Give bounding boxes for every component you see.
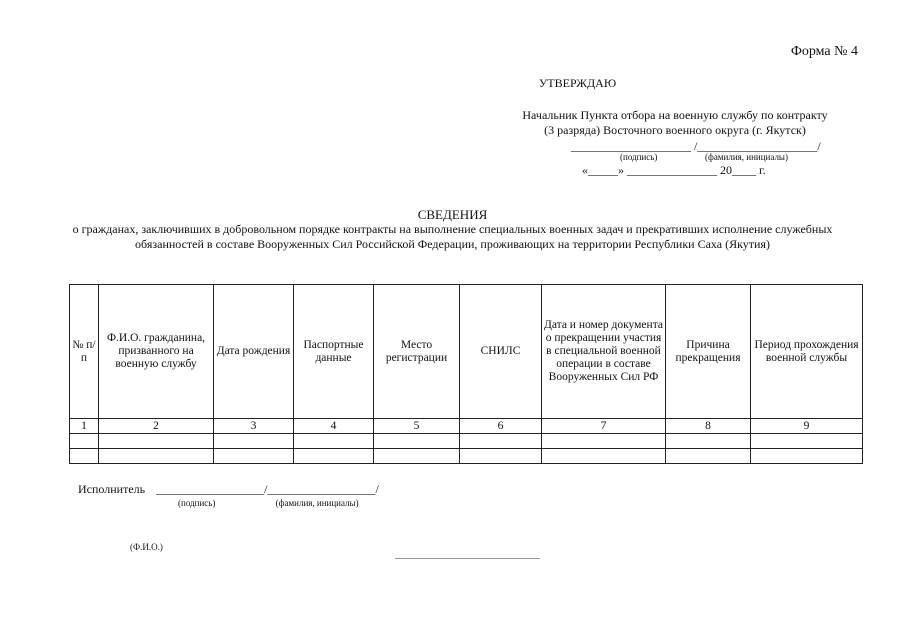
column-number: 2 xyxy=(99,419,214,434)
column-number: 3 xyxy=(214,419,294,434)
bottom-divider xyxy=(395,558,540,559)
header-birth-date: Дата рождения xyxy=(214,285,294,419)
table-cell[interactable] xyxy=(542,449,666,464)
table-header-row xyxy=(70,285,863,419)
form-number: Форма № 4 xyxy=(790,44,858,59)
table-cell[interactable] xyxy=(666,449,751,464)
table-cell[interactable] xyxy=(214,449,294,464)
table-cell[interactable] xyxy=(294,434,374,449)
approver-signature-line: ____________________ /____________________/ xyxy=(571,139,821,153)
column-number: 6 xyxy=(460,419,542,434)
table-cell[interactable] xyxy=(294,449,374,464)
table-cell[interactable] xyxy=(460,449,542,464)
document-subtitle: о гражданах, заключивших в добровольном порядке контракты на выполнение специальных военных задач и прекративших исполнение служебных обязанностей в составе Вооруженных Сил Российской Федерации, проживающих на территории Республики Саха (Якутия) xyxy=(72,222,833,251)
header-termination-reason: Причина прекращения xyxy=(666,285,751,419)
table-row xyxy=(70,434,863,449)
approval-date-line: «_____» _______________ 20____ г. xyxy=(582,163,766,177)
executor-line xyxy=(78,482,379,497)
header-passport: Паспортные данные xyxy=(294,285,374,419)
header-termination-document: Дата и номер документа о прекращении участия в специальной военной операции в составе Вооруженных Сил РФ xyxy=(542,285,666,419)
fio-caption: (Ф.И.О.) xyxy=(130,542,163,552)
column-number-row xyxy=(70,419,863,434)
header-fio: Ф.И.О. гражданина, призванного на военную службу xyxy=(99,285,214,419)
header-snils: СНИЛС xyxy=(460,285,542,419)
approver-signature-caption: (подпись) xyxy=(620,152,658,162)
column-number: 7 xyxy=(542,419,666,434)
header-registration: Место регистрации xyxy=(374,285,460,419)
approver-line-1: Начальник Пункта отбора на военную службу по контракту xyxy=(522,108,828,122)
table-cell[interactable] xyxy=(99,434,214,449)
header-service-period: Период прохождения военной службы xyxy=(751,285,863,419)
executor-signature-caption: (подпись) xyxy=(178,498,216,508)
table-cell[interactable] xyxy=(70,449,99,464)
header-number: № п/п xyxy=(70,285,99,419)
table-cell[interactable] xyxy=(460,434,542,449)
table-cell[interactable] xyxy=(374,434,460,449)
table-cell[interactable] xyxy=(666,434,751,449)
data-table xyxy=(69,284,863,464)
approver-line-2: (3 разряда) Восточного военного округа (г. Якутск) xyxy=(544,123,806,137)
table-cell[interactable] xyxy=(542,434,666,449)
table-cell[interactable] xyxy=(374,449,460,464)
table-cell[interactable] xyxy=(751,434,863,449)
column-number: 4 xyxy=(294,419,374,434)
approve-heading: УТВЕРЖДАЮ xyxy=(538,76,617,90)
column-number: 5 xyxy=(374,419,460,434)
column-number: 9 xyxy=(751,419,863,434)
document-title: СВЕДЕНИЯ xyxy=(417,207,488,222)
table-cell[interactable] xyxy=(214,434,294,449)
executor-label: Исполнитель xyxy=(78,482,146,496)
executor-name-caption: (фамилия, инициалы) xyxy=(275,498,359,508)
approver-name-caption: (фамилия, инициалы) xyxy=(705,152,788,162)
table-cell[interactable] xyxy=(70,434,99,449)
table-cell[interactable] xyxy=(99,449,214,464)
approver-block xyxy=(490,108,860,138)
table-cell[interactable] xyxy=(751,449,863,464)
column-number: 1 xyxy=(70,419,99,434)
column-number: 8 xyxy=(666,419,751,434)
executor-captions xyxy=(178,498,359,508)
executor-signature-blank: __________________/__________________/ xyxy=(156,482,379,496)
table-row xyxy=(70,449,863,464)
